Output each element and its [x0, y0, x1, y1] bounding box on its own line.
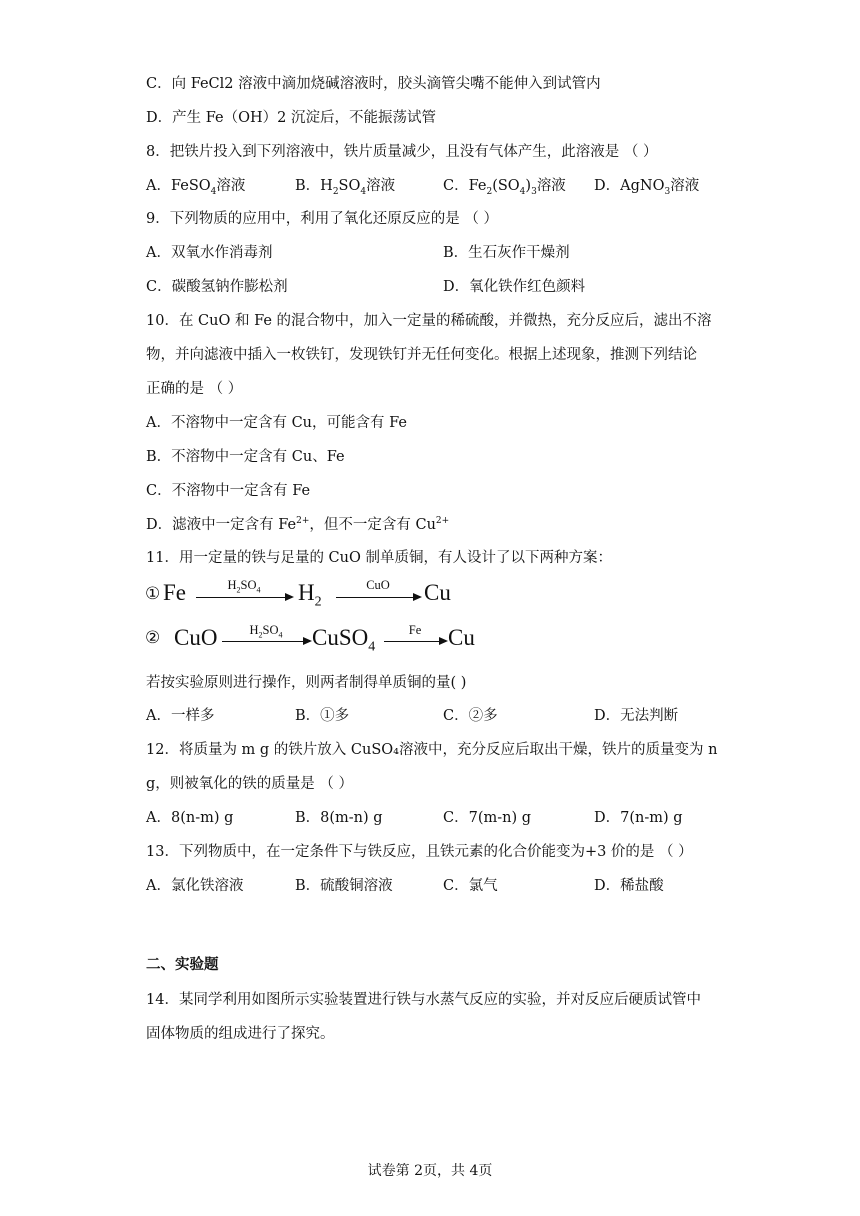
- q11-option-d: D．无法判断: [594, 708, 679, 724]
- scheme-1-h2: $H_2$: [298, 580, 322, 610]
- q10-option-c: C．不溶物中一定含有 Fe: [146, 483, 311, 499]
- question-12-line1: 12．将质量为 m g 的铁片放入 CuSO₄溶液中，充分反应后取出干燥，铁片的质量变为 n: [146, 742, 718, 758]
- q11-option-a: A．一样多: [146, 708, 215, 724]
- option-c-prev: C．向 FeCl2 溶液中滴加烧碱溶液时，胶头滴管尖嘴不能伸入到试管内: [146, 76, 601, 92]
- q8-option-a: A．FeSO$_4$溶液: [146, 178, 246, 197]
- question-14-line2: 固体物质的组成进行了探究。: [146, 1026, 335, 1042]
- q12-option-a: A．8(n-m) g: [146, 810, 234, 826]
- scheme-1-arrow-2: [336, 597, 420, 598]
- section-heading-experiment: 二、实验题: [146, 956, 219, 973]
- q9-option-c: C．碳酸氢钠作膨松剂: [146, 279, 288, 295]
- scheme-1-arrow-1: [196, 597, 292, 598]
- q13-option-b: B．硫酸铜溶液: [295, 878, 393, 894]
- q10-option-a: A．不溶物中一定含有 Cu，可能含有 Fe: [146, 415, 407, 431]
- scheme-1-reagent-1: $H_2SO_4$: [227, 578, 261, 595]
- q12-option-d: D．7(n-m) g: [594, 810, 683, 826]
- question-14-line1: 14．某同学利用如图所示实验装置进行铁与水蒸气反应的实验，并对反应后硬质试管中: [146, 992, 701, 1008]
- question-9: 9．下列物质的应用中，利用了氧化还原反应的是 （ ）: [146, 211, 498, 227]
- q12-option-c: C．7(m-n) g: [443, 810, 532, 826]
- scheme-2-number: ②: [145, 628, 161, 648]
- option-d-prev: D．产生 Fe（OH）2 沉淀后，不能振荡试管: [146, 110, 436, 126]
- q9-option-a: A．双氧水作消毒剂: [146, 245, 273, 261]
- page-footer: 试卷第 2页，共 4页: [367, 1163, 493, 1179]
- q8-option-d: D．AgNO$_3$溶液: [594, 178, 700, 197]
- q8-option-c: C．$Fe_2(SO_4)_3$溶液: [443, 178, 566, 197]
- q10-option-d: D．滤液中一定含有 $Fe^{2+}$，但不一定含有 $Cu^{2+}$: [146, 516, 450, 533]
- q11-option-b: B．①多: [295, 708, 350, 724]
- q12-option-b: B．8(m-n) g: [295, 810, 383, 826]
- q8-option-b: B．$H_2SO_4$溶液: [295, 178, 396, 197]
- scheme-2-arrow-2: [384, 641, 446, 642]
- scheme-1-number: ①: [145, 584, 161, 604]
- q13-option-c: C．氯气: [443, 878, 498, 894]
- question-11: 11．用一定量的铁与足量的 CuO 制单质铜，有人设计了以下两种方案：: [146, 550, 612, 566]
- question-10-line3: 正确的是 （ ）: [146, 381, 243, 397]
- question-13: 13．下列物质中，在一定条件下与铁反应，且铁元素的化合价能变为+3 价的是 （ ）: [146, 844, 693, 860]
- scheme-2-reagent-1: $H_2SO_4$: [249, 623, 283, 640]
- q9-option-d: D．氧化铁作红色颜料: [443, 279, 586, 295]
- question-10-line1: 10．在 CuO 和 Fe 的混合物中，加入一定量的稀硫酸，并微热，充分反应后，滤出不溶: [146, 313, 712, 329]
- question-8: 8．把铁片投入到下列溶液中，铁片质量减少，且没有气体产生，此溶液是 （ ）: [146, 144, 658, 160]
- q10-option-b: B．不溶物中一定含有 Cu、Fe: [146, 449, 345, 465]
- scheme-2-arrow-1: [222, 641, 310, 642]
- q11-option-c: C．②多: [443, 708, 498, 724]
- question-11-ask: 若按实验原则进行操作，则两者制得单质铜的量( ): [146, 675, 467, 691]
- q13-option-a: A．氯化铁溶液: [146, 878, 244, 894]
- scheme-1-cu: Cu: [424, 580, 451, 605]
- scheme-1-fe: Fe: [163, 580, 186, 605]
- q13-option-d: D．稀盐酸: [594, 878, 664, 894]
- scheme-2-cuo: CuO: [174, 625, 218, 650]
- scheme-2-cu: Cu: [448, 625, 475, 650]
- q9-option-b: B．生石灰作干燥剂: [443, 245, 570, 261]
- scheme-1-reagent-2: CuO: [366, 578, 390, 592]
- scheme-2-cuso4: CuSO$_4$: [312, 625, 376, 655]
- question-10-line2: 物，并向滤液中插入一枚铁钉，发现铁钉并无任何变化。根据上述现象，推测下列结论: [146, 347, 697, 363]
- scheme-2-reagent-2: Fe: [408, 623, 422, 637]
- question-12-line2: g，则被氧化的铁的质量是 （ ）: [146, 776, 353, 792]
